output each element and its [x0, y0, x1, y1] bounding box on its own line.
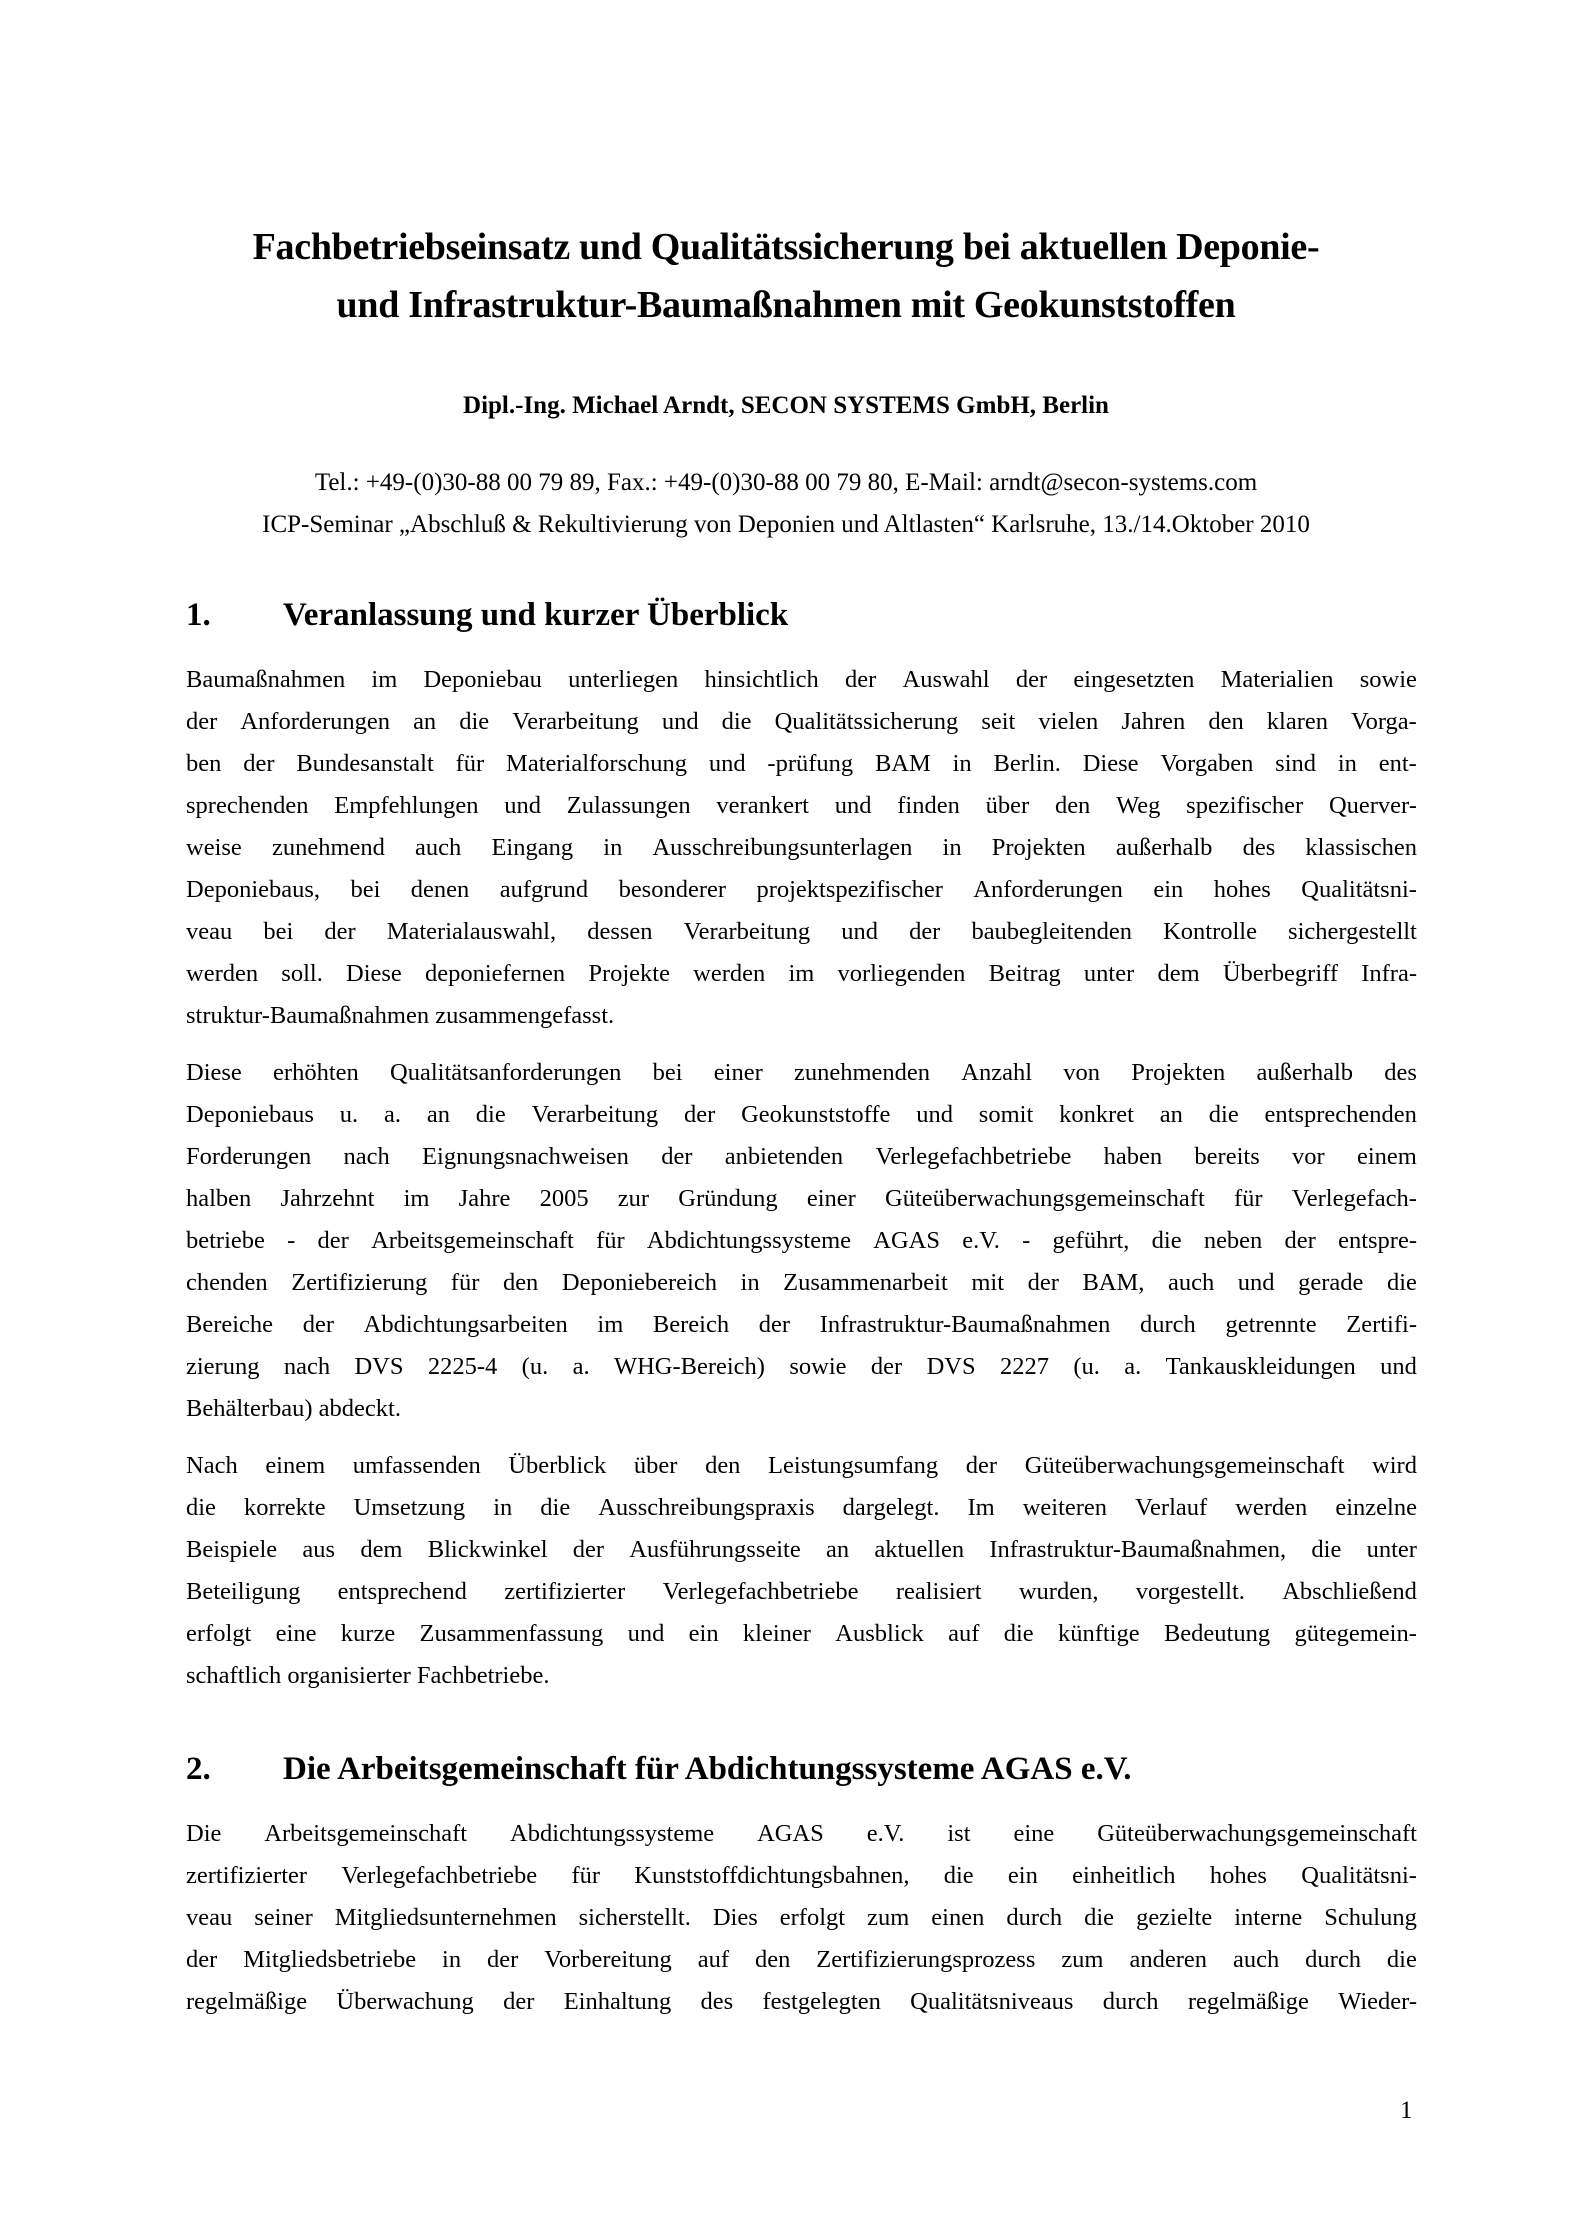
section-number: 2.: [186, 1751, 211, 1787]
text-line: zierung nach DVS 2225-4 (u. a. WHG-Bereich) sowie der DVS 2227 (u. a. Tankauskleidungen und: [186, 1353, 1417, 1380]
text-line: veau seiner Mitgliedsunternehmen sicherstellt. Dies erfolgt zum einen durch die gezielte interne Schulung: [186, 1904, 1417, 1931]
text-line: der Anforderungen an die Verarbeitung und die Qualitätssicherung seit vielen Jahren den klaren Vorga-: [186, 708, 1417, 735]
title-line: und Infrastruktur-Baumaßnahmen mit Geokunststoffen: [336, 284, 1236, 326]
text-line: Bereiche der Abdichtungsarbeiten im Bereich der Infrastruktur-Baumaßnahmen durch getrennte Zertifi-: [186, 1311, 1417, 1338]
contact-phone-email: Tel.: +49-(0)30-88 00 79 89, Fax.: +49-(0)30-88 00 79 80, E-Mail: arndt@secon-systems.com: [314, 469, 1258, 496]
text-line: veau bei der Materialauswahl, dessen Verarbeitung und der baubegleitenden Kontrolle sichergestellt: [186, 918, 1417, 945]
title-line: Fachbetriebseinsatz und Qualitätssicherung bei aktuellen Deponie-: [252, 226, 1320, 268]
text-line: schaftlich organisierter Fachbetriebe.: [186, 1662, 550, 1689]
seminar-info: ICP-Seminar „Abschluß & Rekultivierung von Deponien und Altlasten“ Karlsruhe, 13./14.Oktober 2010: [262, 511, 1310, 538]
contact-block: [150, 462, 1422, 546]
text-line: Diese erhöhten Qualitätsanforderungen bei einer zunehmenden Anzahl von Projekten außerhalb des: [186, 1059, 1417, 1086]
paragraph-1-1: [186, 659, 1417, 1037]
text-line: betriebe - der Arbeitsgemeinschaft für Abdichtungssysteme AGAS e.V. - geführt, die neben der entspre-: [186, 1227, 1417, 1254]
text-line: die korrekte Umsetzung in die Ausschreibungspraxis dargelegt. Im weiteren Verlauf werden einzelne: [186, 1494, 1417, 1521]
text-line: Nach einem umfassenden Überblick über den Leistungsumfang der Güteüberwachungsgemeinschaft wird: [186, 1452, 1417, 1479]
section-number: 1.: [186, 597, 211, 633]
text-line: zertifizierter Verlegefachbetriebe für Kunststoffdichtungsbahnen, die ein einheitlich hohes Qualitätsni-: [186, 1862, 1417, 1889]
text-line: Beispiele aus dem Blickwinkel der Ausführungsseite an aktuellen Infrastruktur-Baumaßnahmen, die unter: [186, 1536, 1417, 1563]
text-line: Forderungen nach Eignungsnachweisen der anbietenden Verlegefachbetriebe haben bereits vor einem: [186, 1143, 1417, 1170]
text-line: Baumaßnahmen im Deponiebau unterliegen hinsichtlich der Auswahl der eingesetzten Materialien sowie: [186, 666, 1417, 693]
text-line: Beteiligung entsprechend zertifizierter Verlegefachbetriebe realisiert wurden, vorgestellt. Abschließend: [186, 1578, 1417, 1605]
text-line: halben Jahrzehnt im Jahre 2005 zur Gründung einer Güteüberwachungsgemeinschaft für Verlegefach-: [186, 1185, 1417, 1212]
document-title: [150, 218, 1422, 334]
paragraph-2-1: [186, 1813, 1417, 2023]
text-line: erfolgt eine kurze Zusammenfassung und ein kleiner Ausblick auf die künftige Bedeutung gütegemein-: [186, 1620, 1417, 1647]
text-line: Behälterbau) abdeckt.: [186, 1395, 401, 1422]
section-title: Veranlassung und kurzer Überblick: [283, 597, 789, 633]
text-line: der Mitgliedsbetriebe in der Vorbereitung auf den Zertifizierungsprozess zum anderen auch durch die: [186, 1946, 1417, 1973]
text-line: Die Arbeitsgemeinschaft Abdichtungssysteme AGAS e.V. ist eine Güteüberwachungsgemeinschaft: [186, 1820, 1417, 1847]
text-line: regelmäßige Überwachung der Einhaltung des festgelegten Qualitätsniveaus durch regelmäßige Wieder-: [186, 1988, 1417, 2015]
paragraph-1-2: [186, 1052, 1417, 1430]
text-line: struktur-Baumaßnahmen zusammengefasst.: [186, 1002, 615, 1029]
text-line: werden soll. Diese deponiefernen Projekte werden im vorliegenden Beitrag unter dem Überbegriff Infra-: [186, 960, 1417, 987]
text-line: chenden Zertifizierung für den Deponiebereich in Zusammenarbeit mit der BAM, auch und gerade die: [186, 1269, 1417, 1296]
paragraph-1-3: [186, 1445, 1417, 1697]
section-heading-1: [186, 594, 788, 636]
text-line: sprechenden Empfehlungen und Zulassungen verankert und finden über den Weg spezifischer Querver-: [186, 792, 1417, 819]
text-line: Deponiebaus, bei denen aufgrund besonderer projektspezifischer Anforderungen ein hohes Qualitätsni-: [186, 876, 1417, 903]
author-line: Dipl.-Ing. Michael Arndt, SECON SYSTEMS GmbH, Berlin: [463, 392, 1109, 419]
section-heading-2: [186, 1748, 1132, 1790]
text-line: weise zunehmend auch Eingang in Ausschreibungsunterlagen in Projekten außerhalb des klassischen: [186, 834, 1417, 861]
text-line: ben der Bundesanstalt für Materialforschung und -prüfung BAM in Berlin. Diese Vorgaben sind in ent-: [186, 750, 1417, 777]
section-title: Die Arbeitsgemeinschaft für Abdichtungssysteme AGAS e.V.: [283, 1751, 1132, 1787]
page-number: 1: [1400, 2097, 1413, 2124]
text-line: Deponiebaus u. a. an die Verarbeitung der Geokunststoffe und somit konkret an die entsprechenden: [186, 1101, 1417, 1128]
